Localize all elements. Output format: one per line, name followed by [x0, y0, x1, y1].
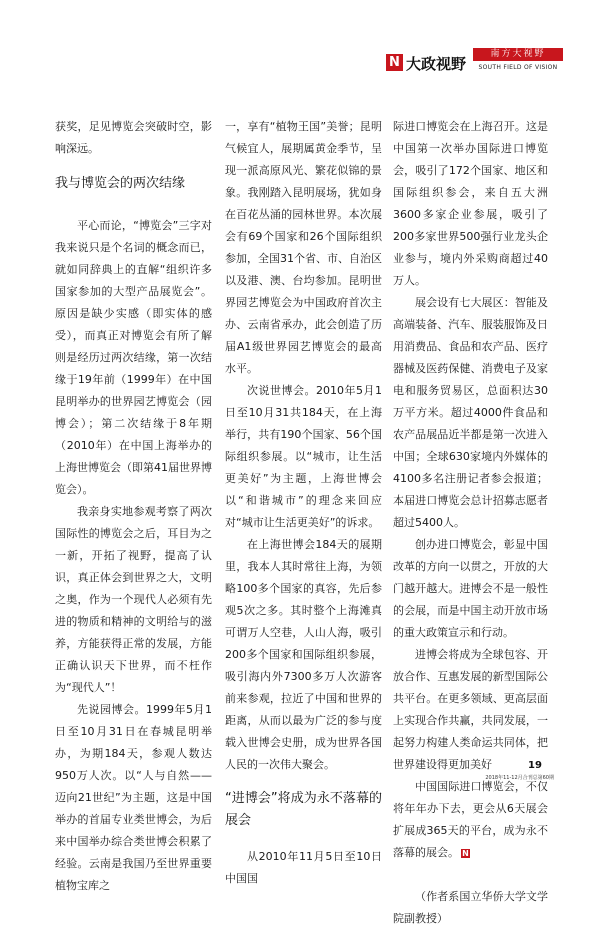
- paragraph: 次说世博会。2010年5月1日至10月31共184天，在上海举行，共有190个国家、56个国际组织参展。以“城市，让生活更美好”为主题，上海世博会以“和谐城市”的理念来回应对“城市让生活更美好”的诉求。: [225, 384, 382, 529]
- text-column-1: [55, 116, 212, 897]
- paragraph: 获奖，足见博览会突破时空，影响深远。: [55, 120, 212, 155]
- masthead: [386, 48, 562, 76]
- paragraph: 进博会将成为全球包容、开放合作、互惠发展的新型国际公共平台。在更多领域、更高层面上实现合作共赢，共同发展，一起努力构建人类命运共同体，把世界建设得更加美好: [393, 648, 548, 771]
- text-column-2: [225, 116, 382, 890]
- issue-info: 2018年11-12月合刊总第60期: [485, 775, 554, 781]
- paragraph: 展会设有七大展区：智能及高端装备、汽车、服装服饰及日用消费品、食品和农产品、医疗器械及医药保健、消费电子及家电和服务贸易区，总面积达30万平方米。超过4000件食品和农产品展品近半都是第一次进入中国；全球630家境内外媒体的4100多名注册记者参会报道；本届进口博览会总计招募志愿者超过5400人。: [393, 296, 548, 529]
- magazine-script-title: 南方大视野: [473, 48, 563, 61]
- paragraph: 创办进口博览会，彰显中国改革的方向一以贯之，开放的大门越开越大。进博会不是一般性的会展，而是中国主动开放市场的重大政策宣示和行动。: [393, 538, 548, 639]
- paragraph: 从2010年11月5日至10日中国国: [225, 850, 382, 885]
- magazine-english-title: SOUTH FIELD OF VISION: [478, 64, 558, 71]
- paragraph: 在上海世博会184天的展期里，我本人其时常往上海，为领略100多个国家的真容，先后参观5次之多。其时整个上海滩真可谓万人空巷，人山人海，吸引200多个国家和国际组织参展，吸引海内外7300多万人次游客前来参观，拉近了中国和世界的距离，从而以最为广泛的参与度载入世博会史册，成为世界各国人民的一次伟大聚会。: [225, 538, 382, 771]
- paragraph: 际进口博览会在上海召开。这是中国第一次举办国际进口博览会，吸引了172个国家、地区和国际组织参会，来自五大洲3600多家企业参展，吸引了200多家世界500强行业龙头企业参与，境内外采购商超过40万人。: [393, 120, 548, 287]
- section-title: 大政视野: [406, 55, 467, 73]
- paragraph: 一，享有“植物王国”美誉；昆明气候宜人，展期属黄金季节，呈现一派高原风光、繁花似锦的景象。我刚踏入昆明展场，犹如身在百花丛涌的园林世界。本次展会有69个国家和26个国际组织参加，全国31个省、市、自治区以及港、澳、台均参加。昆明世界园艺博览会为中国政府首次主办、云南省承办，此会创造了历届A1级世界园艺博览会的最高水平。: [225, 120, 382, 375]
- section-heading: “进博会”将成为永不落幕的展会: [225, 791, 382, 828]
- paragraph-text: 中国国际进口博览会，不仅将年年办下去，更会从6天展会扩展成365天的平台，成为永不落幕的展会。: [393, 780, 548, 859]
- section-heading: 我与博览会的两次结缘: [55, 176, 186, 191]
- end-mark-icon: N: [462, 848, 469, 858]
- paragraph: 我亲身实地参观考察了两次国际性的博览会之后，耳目为之一新，开拓了视野，提高了认识，真正体会到世界之大，文明之奥，作为一个现代人必须有先进的物质和精神的文明给与的滋养，方能获得正常的发展，方能正确认识天下世界，而不枉作为“现代人”！: [55, 505, 212, 694]
- magazine-logo-icon: N: [386, 54, 403, 71]
- paragraph: 平心而论，“博览会”三字对我来说只是个名词的概念而已，就如同辞典上的直解“组织许多国家参加的大型产品展览会”。原因是缺少实感（即实体的感受），而真正对博览会有所了解则是经历过两次结缘，第一次结缘于19年前（1999年）在中国昆明举办的世界园艺博览会（园博会）；第二次结缘于8年期（2010年）在中国上海举办的上海世博览会（即第41届世界博览会）。: [55, 219, 212, 496]
- author-note: （作者系国立华侨大学文学院副教授）: [393, 890, 548, 925]
- paragraph: 先说园博会。1999年5月1日至10月31日在春城昆明举办，为期184天，参观人数达950万人次。以“人与自然——迈向21世纪”为主题，这是中国举办的首届专业类世博会，为后来中国举办综合类世博会积累了经验。云南是我国乃至世界重要植物宝库之: [55, 703, 212, 892]
- paragraph: [393, 776, 548, 864]
- page-number: 19: [528, 760, 542, 771]
